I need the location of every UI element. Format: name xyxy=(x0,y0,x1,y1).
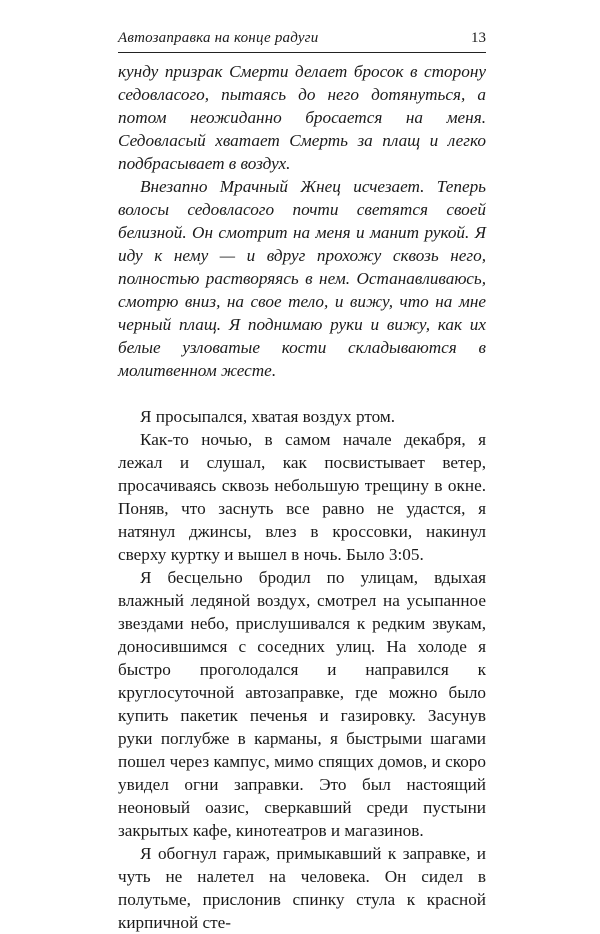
paragraph: Как-то ночью, в самом начале декабря, я лежал и слушал, как посвистывает ветер, просачиваясь сквозь небольшую трещину в окне. Поняв, что заснуть все равно не удастся, я натянул джинсы, влез в кроссовки, накинул сверху куртку и вышел в ночь. Было 3:05. xyxy=(118,430,486,564)
paragraph: Я бесцельно бродил по улицам, вдыхая влажный ледяной воздух, смотрел на усыпанное звездами небо, прислушивался к редким звукам, доносившимся с соседних улиц. На холоде я быстро проголодался и направился к круглосуточной автозаправке, где можно было купить пакетик печенья и газировку. Засунув руки поглубже в карманы, я быстрыми шагами пошел через кампус, мимо спящих домов, и скоро увидел огни заправки. Это был настоящий неоновый оазис, сверкавший среди пустыни закрытых кафе, кинотеатров и магазинов. xyxy=(118,568,486,840)
section-gap xyxy=(118,382,486,405)
page-number: 13 xyxy=(471,30,486,46)
italic-paragraph: Внезапно Мрачный Жнец исчезает. Теперь волосы седовласого почти светятся своей белизной. Он смотрит на меня и манит рукой. Я иду к нему — и вдруг прохожу сквозь него, полностью растворяясь в нем. Останавливаюсь, смотрю вниз, на свое тело, и вижу, что на мне черный плащ. Я поднимаю руки и вижу, как их белые узловатые кости складываются в молитвенном жесте. xyxy=(118,177,486,380)
running-title: Автозаправка на конце радуги xyxy=(118,30,319,46)
running-header xyxy=(118,30,486,54)
paragraph: Я просыпался, хватая воздух ртом. xyxy=(140,407,396,426)
italic-paragraph: кунду призрак Смерти делает бросок в сторону седовласого, пытаясь до него дотянуться, а потом неожиданно бросается на меня. Седовласый хватает Смерть за плащ и легко подбрасывает в воздух. xyxy=(118,62,486,173)
paragraph: Я обогнул гараж, примыкавший к заправке, и чуть не налетел на человека. Он сидел в полутьме, прислонив спинку стула к красной кирпичной сте- xyxy=(118,844,486,932)
body-text xyxy=(118,60,486,934)
header-rule xyxy=(118,52,486,53)
